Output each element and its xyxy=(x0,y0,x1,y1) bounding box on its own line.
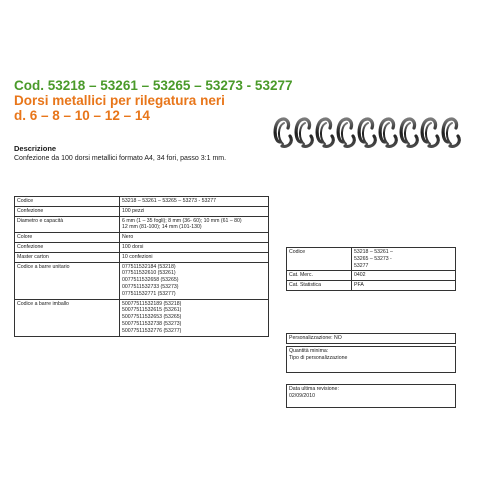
personalization-box xyxy=(286,333,456,344)
table-row xyxy=(15,233,269,243)
table-row xyxy=(15,242,269,252)
table-row xyxy=(15,197,269,207)
binding-loop-inner xyxy=(342,123,347,144)
binding-loop-inner xyxy=(363,123,368,144)
value-line: 12 mm (81-100); 14 mm (101-130) xyxy=(122,224,202,231)
table-row xyxy=(15,252,269,262)
value-line: 077511532771 (53277) xyxy=(122,290,176,297)
value-line: 077511532184 (53218) xyxy=(122,263,176,270)
value-line: 0077511532733 (53273) xyxy=(122,283,179,290)
value-line: 50077511532776 (53277) xyxy=(122,327,182,334)
revision-box xyxy=(286,384,456,408)
personalization-label: Personalizzazione: NO xyxy=(289,335,342,341)
category-table xyxy=(286,247,456,291)
value-line: 50077511532615 (53261) xyxy=(122,307,182,314)
binding-loop-inner xyxy=(384,123,389,144)
table-row xyxy=(287,248,456,271)
value-line: 10 confezioni xyxy=(122,253,153,260)
row-value xyxy=(352,281,456,291)
value-line: 077511532610 (53261) xyxy=(122,270,176,277)
revision-label: Data ultima revisione: xyxy=(289,386,339,392)
row-value xyxy=(352,248,456,271)
table-row xyxy=(15,299,269,336)
row-value xyxy=(120,206,269,216)
diameter-title: d. 6 – 8 – 10 – 12 – 14 xyxy=(14,108,150,123)
binding-loop-inner xyxy=(426,123,431,144)
row-label: Master carton xyxy=(15,252,120,262)
binding-loop-inner xyxy=(279,123,284,144)
row-label: Colore xyxy=(15,233,120,243)
row-label: Cat. Merc. xyxy=(287,271,352,281)
row-label: Cat. Statistica xyxy=(287,281,352,291)
row-value xyxy=(120,233,269,243)
row-value xyxy=(120,252,269,262)
min-quantity-label: Quantità minima: xyxy=(289,348,329,354)
value-line: 50077511532738 (53273) xyxy=(122,320,182,327)
personalization-details-box xyxy=(286,346,456,373)
row-value xyxy=(120,197,269,207)
description-heading: Descrizione xyxy=(14,144,57,153)
value-line: 50077511532189 (53218) xyxy=(122,300,182,307)
value-line: 50077511532653 (53265) xyxy=(122,314,182,321)
row-label: Codice a barre imballo xyxy=(15,299,120,336)
value-line: PFA xyxy=(354,282,364,289)
binding-loop-inner xyxy=(321,123,326,144)
description-text: Confezione da 100 dorsi metallici formato A4, 34 fori, passo 3:1 mm. xyxy=(14,155,227,162)
value-line: 0077511532658 (53265) xyxy=(122,277,179,284)
row-value xyxy=(352,271,456,281)
row-label: Confezione xyxy=(15,206,120,216)
table-row xyxy=(15,216,269,233)
value-line: 100 dorsi xyxy=(122,243,144,250)
value-line: 6 mm (1 – 35 fogli); 8 mm (36- 60); 10 mm (61 – 80) xyxy=(122,217,242,224)
binding-loop-inner xyxy=(447,123,452,144)
product-name-title: Dorsi metallici per rilegatura neri xyxy=(14,93,225,108)
value-line: 53218 – 53261 – xyxy=(354,249,393,255)
title-block xyxy=(14,78,292,123)
row-label: Codice xyxy=(15,197,120,207)
value-line: 53265 – 53273 - xyxy=(354,255,392,262)
product-code-title: Cod. 53218 – 53261 – 53265 – 53273 - 53277 xyxy=(14,78,293,93)
table-row xyxy=(15,206,269,216)
row-value xyxy=(120,216,269,233)
specs-table xyxy=(14,196,269,337)
value-line: Nero xyxy=(122,234,134,241)
row-label: Codice xyxy=(287,248,352,271)
table-row xyxy=(287,271,456,281)
row-label: Diametro e capacità xyxy=(15,216,120,233)
row-value xyxy=(120,262,269,299)
row-value xyxy=(120,242,269,252)
revision-date: 02/09/2010 xyxy=(289,392,315,399)
row-label: Confezione xyxy=(15,242,120,252)
table-row xyxy=(287,281,456,291)
row-value xyxy=(120,299,269,336)
value-line: 0402 xyxy=(354,272,366,279)
value-line: 53218 – 53261 – 53265 – 53273 - 53277 xyxy=(122,198,217,204)
wire-binding-icon xyxy=(272,112,470,154)
personalization-type-label: Tipo di personalizzazione xyxy=(289,354,348,361)
value-line: 100 pezzi xyxy=(122,207,145,214)
binding-loop-inner xyxy=(405,123,410,144)
value-line: 53277 xyxy=(354,262,369,269)
row-label: Codice a barre unitario xyxy=(15,262,120,299)
binding-loop-inner xyxy=(300,123,305,144)
table-row xyxy=(15,262,269,299)
